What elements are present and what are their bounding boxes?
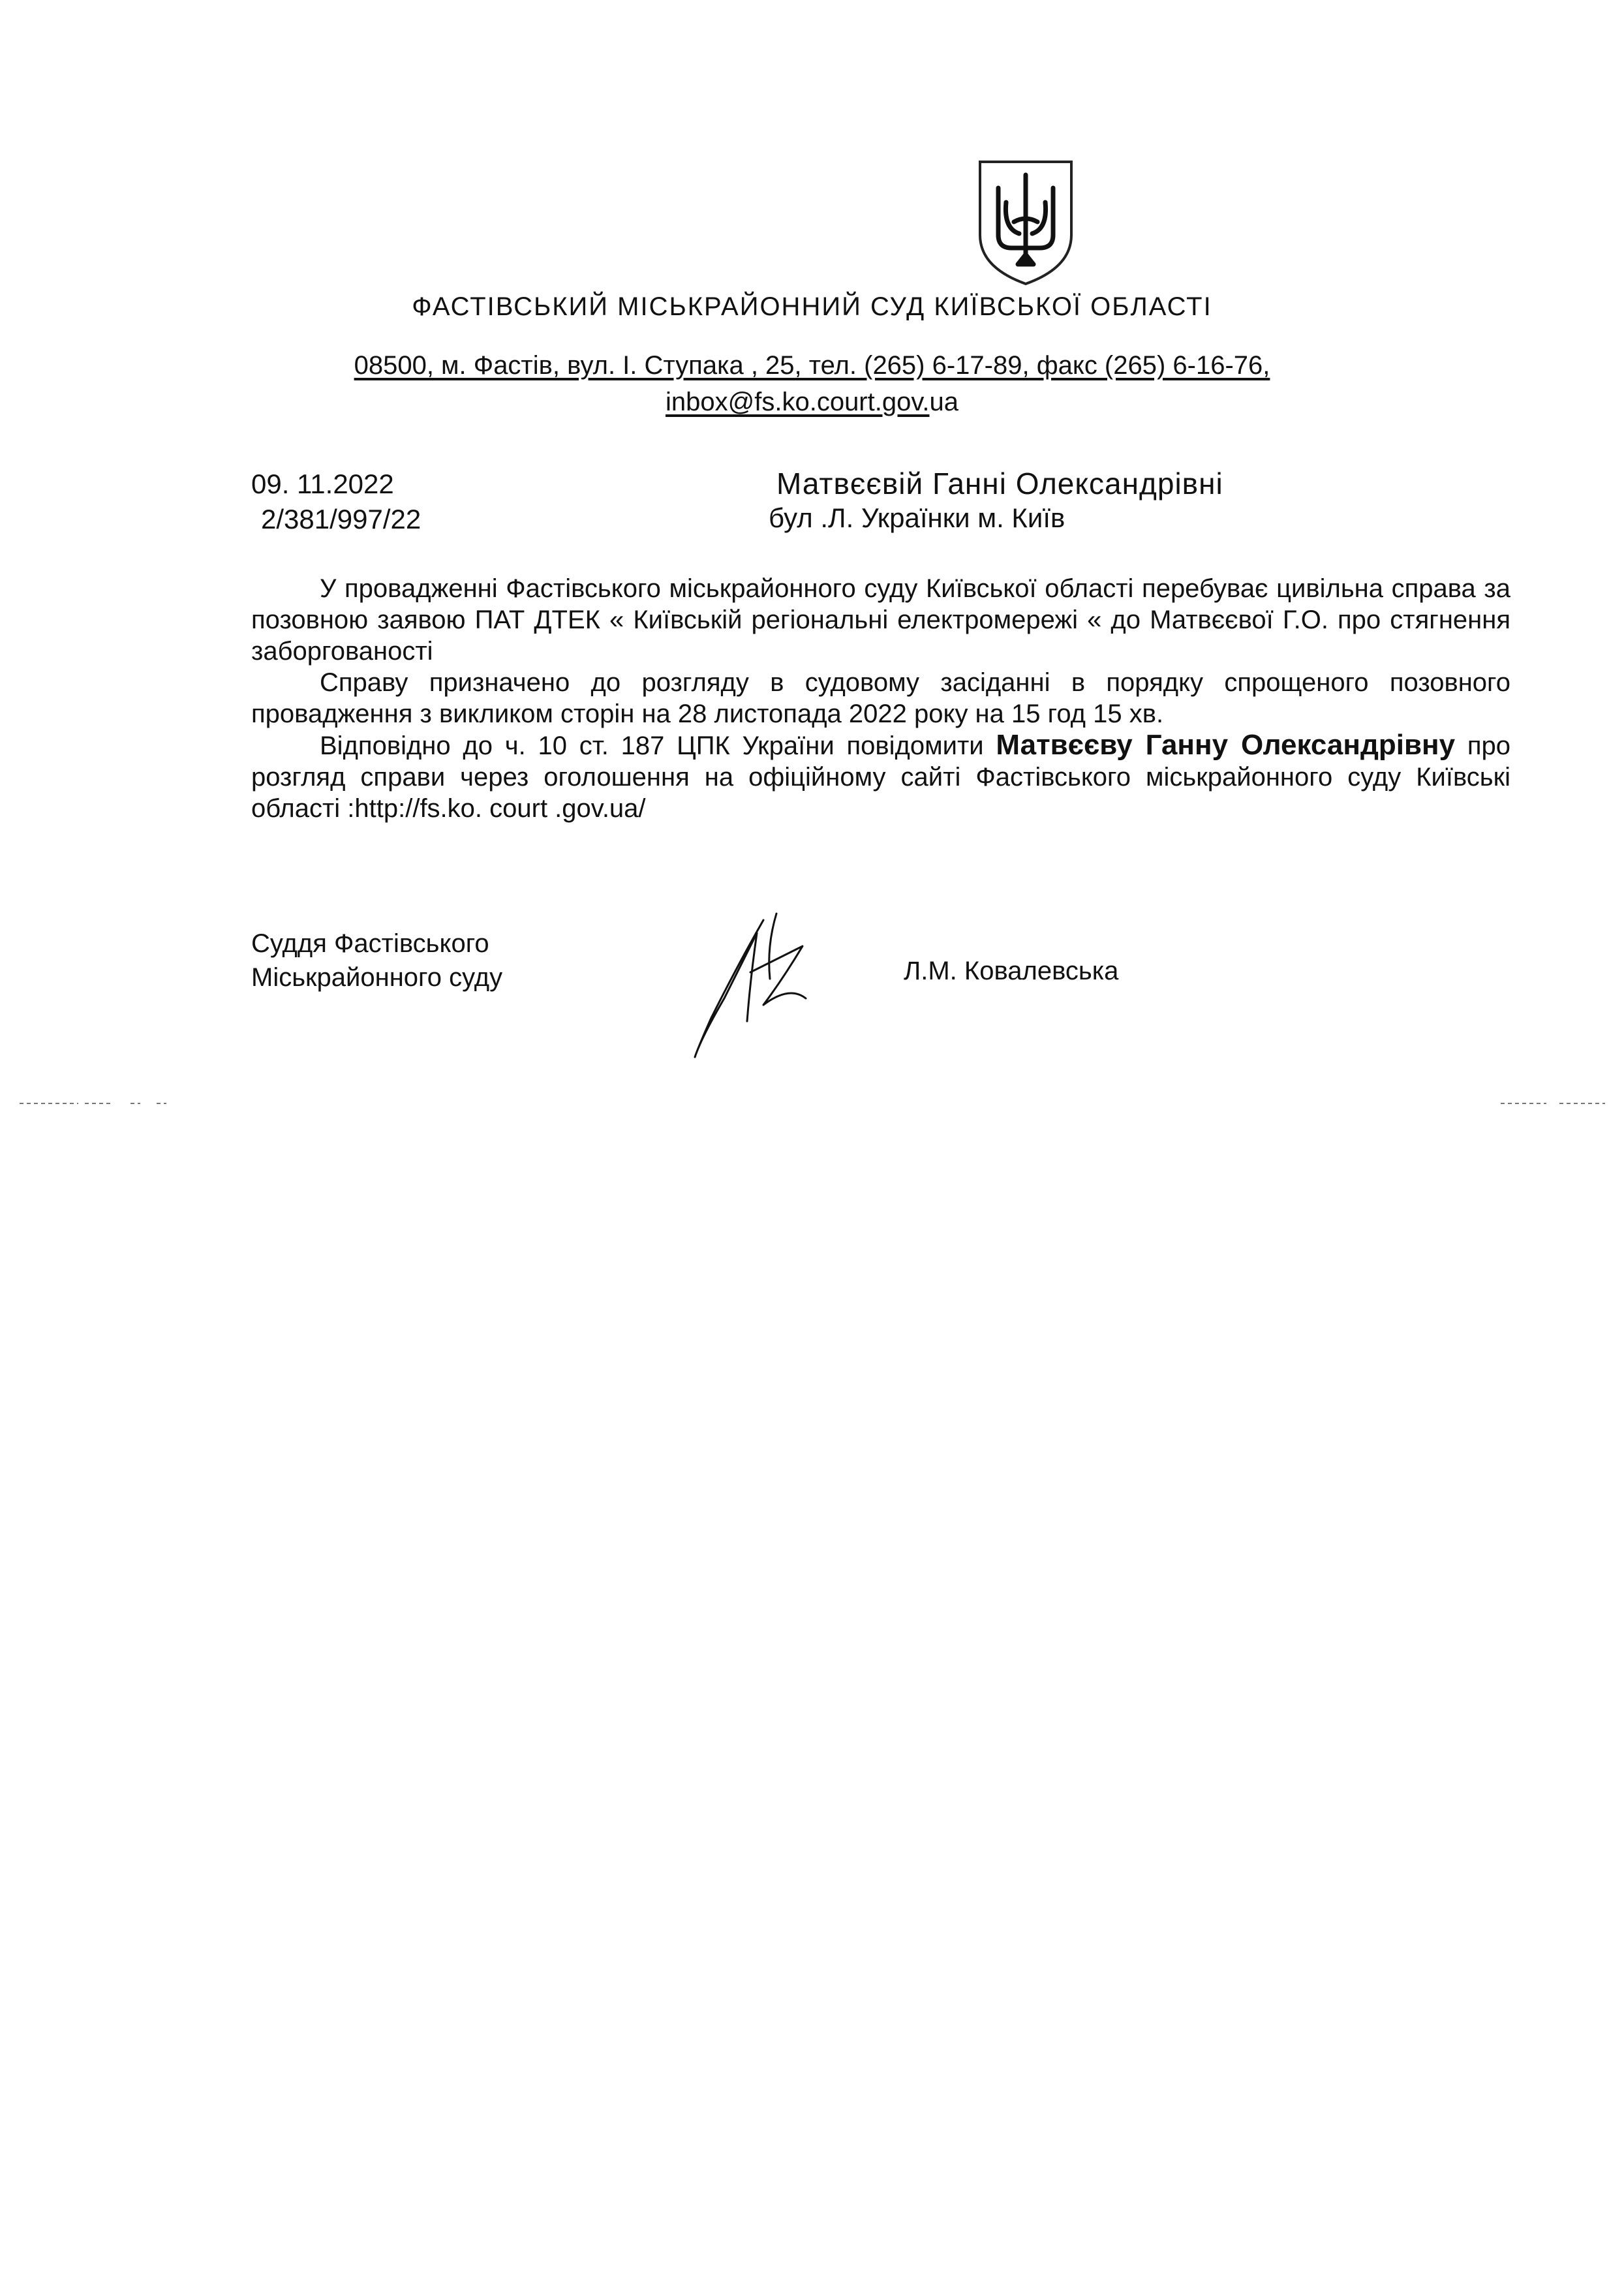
recipient-address: бул .Л. Українки м. Київ	[769, 502, 1065, 533]
document-date: 09. 11.2022	[251, 469, 394, 499]
judge-title	[251, 927, 502, 994]
defendant-name: Матвєєву Ганну Олександрівну	[996, 729, 1456, 761]
coat-of-arms-icon	[973, 157, 1078, 287]
judge-title-line1: Суддя Фастівського	[251, 929, 489, 958]
judge-title-line2: Міськрайонного суду	[251, 963, 503, 992]
court-name: ФАСТІВСЬКИЙ МІСЬКРАЙОННИЙ СУД КИЇВСЬКОЇ ОБЛАСТІ	[412, 292, 1212, 321]
court-address	[0, 347, 1624, 420]
scan-mark-left	[20, 1101, 176, 1105]
notification-text-end: про розгляд справи через оголошення на офіційному сайті Фастівського міськрайонного суду Київські області :http://fs.ko. court .gov.ua/	[251, 731, 1511, 823]
paragraph-case: У провадженні Фастівського міськрайонного суду Київської області перебуває цивільна справа за позовною заявою ПАТ ДТЕК « Київській регіональні електромережі « до Матвєєвої Г.О. про стягнення заборгованості	[251, 574, 1510, 666]
paragraph-notification	[251, 730, 1510, 824]
scan-mark-right	[1501, 1101, 1612, 1105]
recipient-name: Матвєєвій Ганні Олександрівні	[776, 467, 1223, 500]
handwritten-signature-icon	[685, 907, 822, 1064]
case-number: 2/381/997/22	[261, 504, 421, 534]
court-email-link[interactable]: inbox@fs.ko.court.gov.	[666, 388, 930, 416]
address-line: 08500, м. Фастів, вул. І. Ступака , 25, тел. (265) 6-17-89, факс (265) 6-16-76,	[354, 351, 1270, 380]
email-suffix: ua	[929, 388, 958, 416]
paragraph-hearing: Справу призначено до розгляду в судовому засіданні в порядку спрощеного позовного провадження з викликом сторін на 28 листопада 2022 року на 15 год 15 хв.	[251, 668, 1510, 728]
notification-text-start: Відповідно до ч. 10 ст. 187 ЦПК України повідомити	[320, 731, 996, 760]
notice-body	[251, 573, 1510, 824]
judge-name: Л.М. Ковалевська	[904, 957, 1119, 985]
